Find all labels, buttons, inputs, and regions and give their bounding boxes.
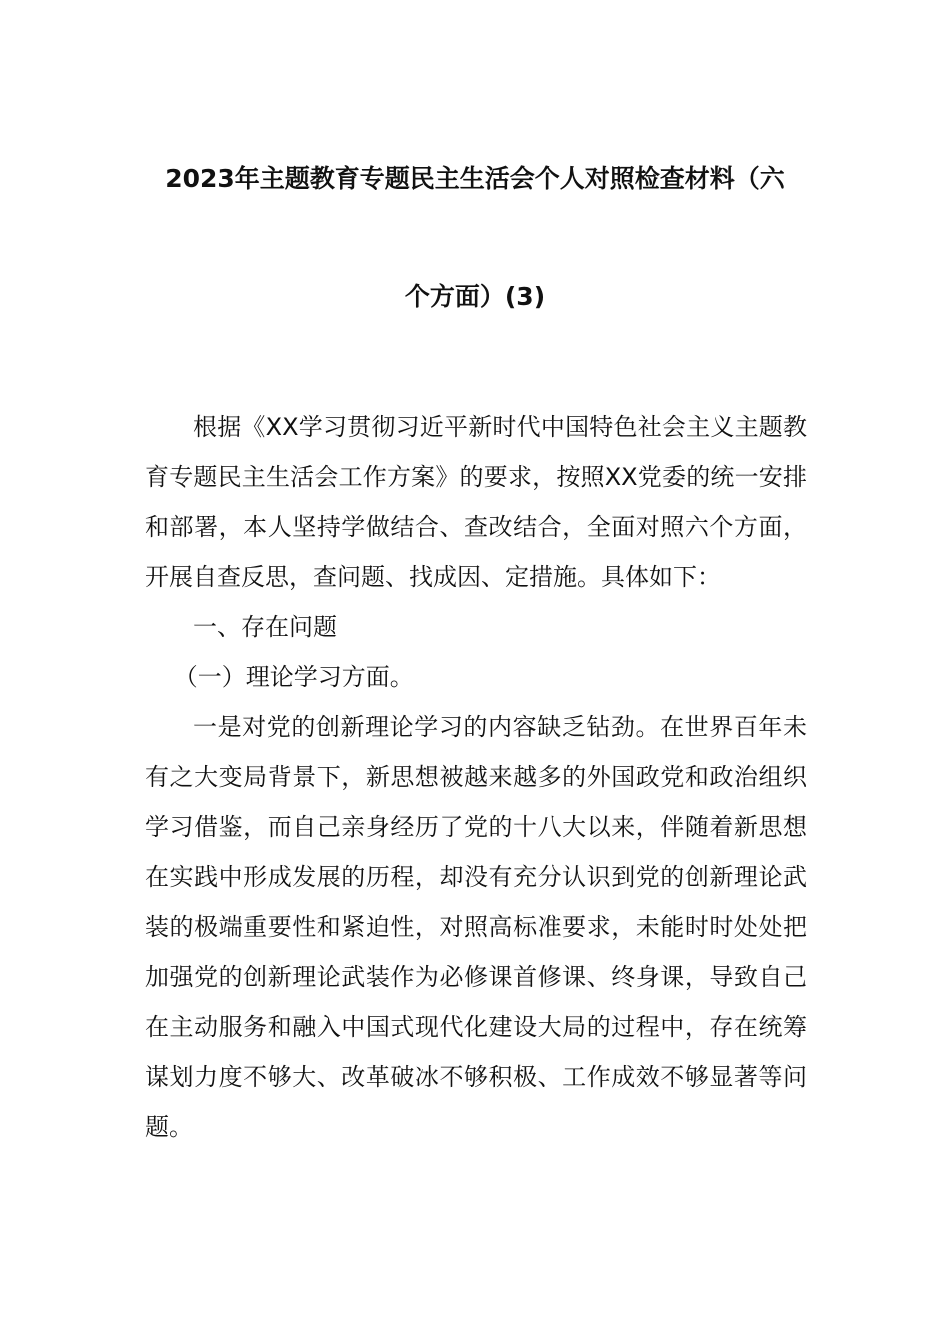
section-heading: 一、存在问题 [193,613,337,641]
document-title-line-2: 个方面）(3) [404,282,546,311]
subsection-heading: （一）理论学习方面。 [173,663,414,691]
document-body [145,402,807,1152]
document-title-line-1: 2023年主题教育专题民主生活会个人对照检查材料（六 [165,164,785,193]
body-paragraph: 一是对党的创新理论学习的内容缺乏钻劲。在世界百年未有之大变局背景下，新思想被越来越多的外国政党和政治组织学习借鉴，而自己亲身经历了党的十八大以来，伴随着新思想在实践中形成发展的历程，却没有充分认识到党的创新理论武装的极端重要性和紧迫性，对照高标准要求，未能时时处处把加强党的创新理论武装作为必修课首修课、终身课，导致自己在主动服务和融入中国式现代化建设大局的过程中，存在统筹谋划力度不够大、改革破冰不够积极、工作成效不够显著等问题。 [145,713,807,1141]
intro-paragraph: 根据《XX学习贯彻习近平新时代中国特色社会主义主题教育专题民主生活会工作方案》的要求，按照XX党委的统一安排和部署，本人坚持学做结合、查改结合，全面对照六个方面，开展自查反思，查问题、找成因、定措施。具体如下： [145,413,807,591]
